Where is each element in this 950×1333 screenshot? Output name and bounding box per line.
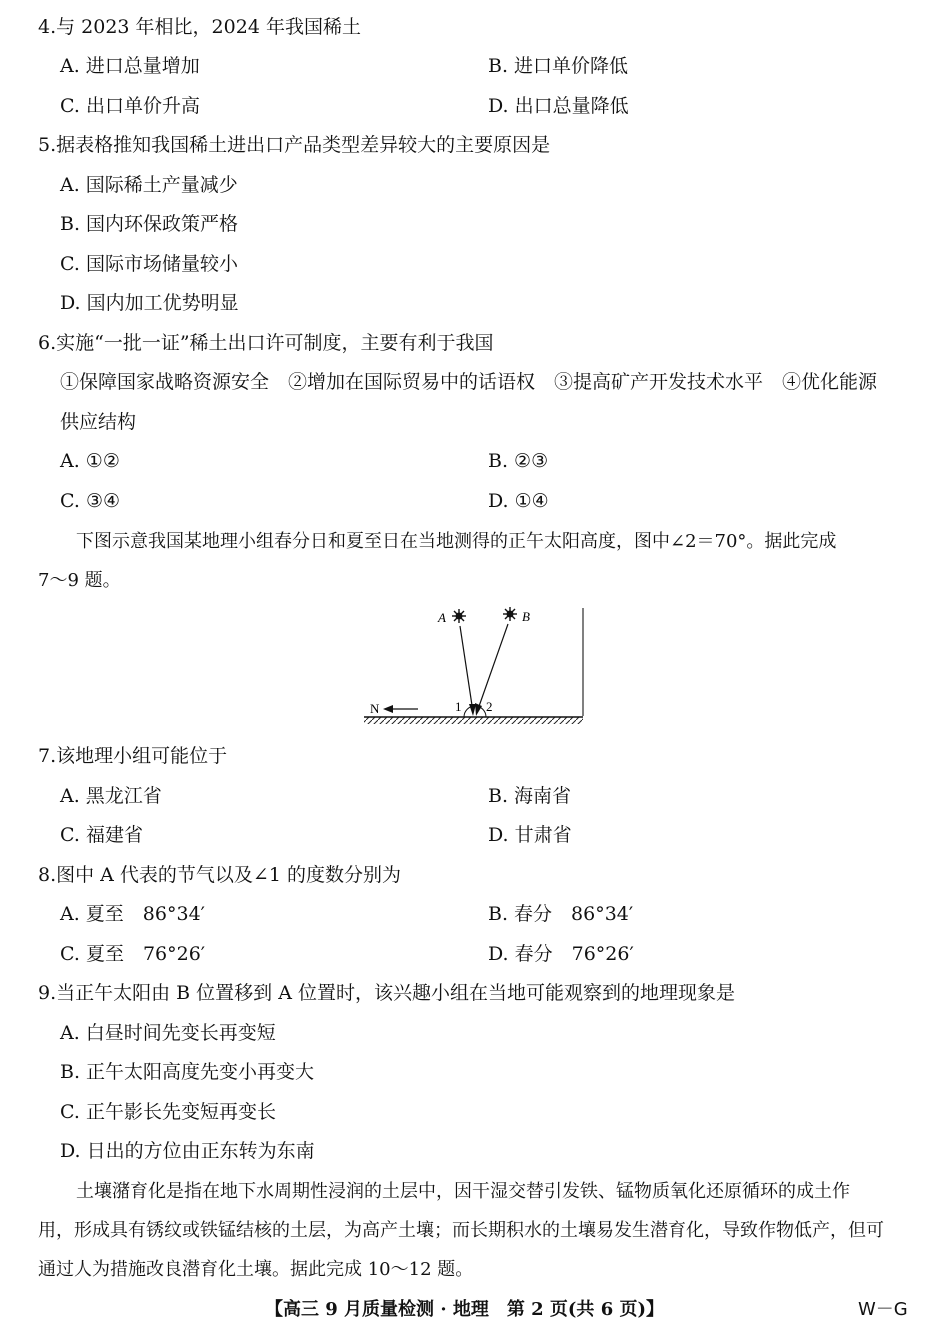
q6-items-line1: ①保障国家战略资源安全 ②增加在国际贸易中的话语权 ③提高矿产开发技术水平 ④优化能源: [60, 371, 878, 393]
q4-stem: 4.与 2023 年相比，2024 年我国稀土: [38, 16, 361, 38]
q8-option-b: B. 春分 86°34′: [488, 903, 634, 925]
q5-option-a: A. 国际稀土产量减少: [60, 174, 238, 196]
intro-7-9-line1: 下图示意我国某地理小组春分日和夏至日在当地测得的正午太阳高度，图中∠2＝70°。据此完成: [76, 531, 837, 552]
q4-option-d: D. 出口总量降低: [488, 95, 629, 117]
q7-option-b: B. 海南省: [488, 785, 572, 807]
angle-2-label: 2: [486, 699, 493, 714]
q6-stem: 6.实施“一批一证”稀土出口许可制度，主要有利于我国: [38, 332, 494, 354]
sun-b-icon: [503, 607, 517, 621]
q6-option-d: D. ①④: [488, 490, 549, 512]
q7-option-d: D. 甘肃省: [488, 824, 572, 846]
intro-10-12-line2: 用，形成具有锈纹或铁锰结核的土层，为高产土壤；而长期积水的土壤易发生潜育化，导致作物低产，但可: [38, 1220, 884, 1241]
q4-option-c: C. 出口单价升高: [60, 95, 200, 117]
q5-option-c: C. 国际市场储量较小: [60, 253, 238, 275]
north-arrow-head: [383, 705, 393, 713]
q9-option-c: C. 正午影长先变短再变长: [60, 1101, 276, 1123]
q4-option-a: A. 进口总量增加: [60, 55, 200, 77]
q6-option-b: B. ②③: [488, 450, 549, 472]
intro-7-9-line2: 7～9 题。: [38, 570, 121, 591]
q6-option-c: C. ③④: [60, 490, 121, 512]
q8-option-c: C. 夏至 76°26′: [60, 943, 206, 965]
q5-stem: 5.据表格推知我国稀土进出口产品类型差异较大的主要原因是: [38, 134, 551, 156]
sun-angle-figure: [360, 600, 600, 732]
angle-1-label: 1: [455, 699, 462, 714]
q9-option-d: D. 日出的方位由正东转为东南: [60, 1140, 315, 1162]
ray-a: [460, 626, 473, 712]
ray-b-arrow: [475, 703, 482, 716]
sun-a-icon: [452, 609, 466, 623]
intro-10-12-line1: 土壤潴育化是指在地下水周期性浸润的土层中，因干湿交替引发铁、锰物质氧化还原循环的成土作: [76, 1181, 850, 1202]
label-a: A: [438, 610, 446, 625]
north-label: N: [370, 701, 380, 716]
q9-option-b: B. 正午太阳高度先变小再变大: [60, 1061, 315, 1083]
q8-option-a: A. 夏至 86°34′: [60, 903, 205, 925]
q5-option-d: D. 国内加工优势明显: [60, 292, 239, 314]
q9-option-a: A. 白昼时间先变长再变短: [60, 1022, 276, 1044]
q7-option-c: C. 福建省: [60, 824, 143, 846]
label-b: B: [522, 609, 530, 624]
q6-items-line2: 供应结构: [60, 411, 137, 433]
q5-option-b: B. 国内环保政策严格: [60, 213, 239, 235]
q9-stem: 9.当正午太阳由 B 位置移到 A 位置时，该兴趣小组在当地可能观察到的地理现象是: [38, 982, 735, 1004]
footer-code: W－G: [858, 1299, 908, 1320]
q8-stem: 8.图中 A 代表的节气以及∠1 的度数分别为: [38, 864, 401, 886]
ray-b: [477, 624, 508, 712]
ground-hatch: [364, 717, 583, 724]
q7-stem: 7.该地理小组可能位于: [38, 745, 228, 767]
q4-option-b: B. 进口单价降低: [488, 55, 629, 77]
footer-title: 【高三 9 月质量检测 · 地理 第 2 页(共 6 页)】: [265, 1299, 665, 1320]
q8-option-d: D. 春分 76°26′: [488, 943, 634, 965]
q7-option-a: A. 黑龙江省: [60, 785, 162, 807]
q6-option-a: A. ①②: [60, 450, 120, 472]
intro-10-12-line3: 通过人为措施改良潜育化土壤。据此完成 10～12 题。: [38, 1259, 474, 1280]
